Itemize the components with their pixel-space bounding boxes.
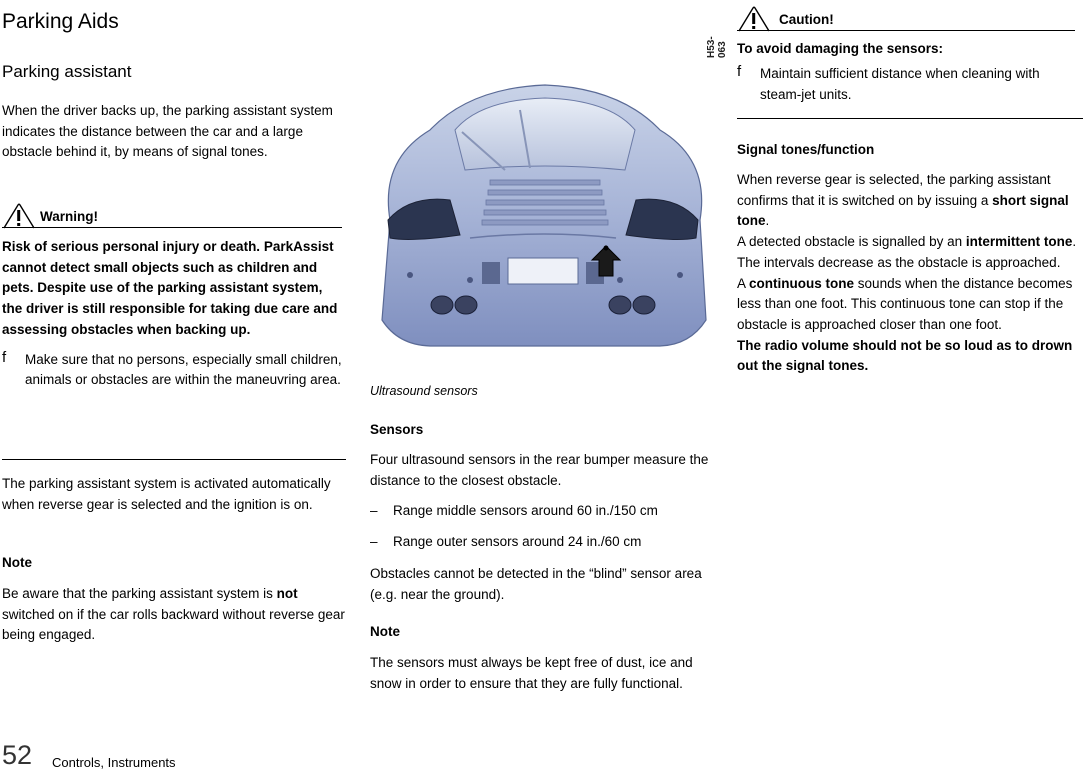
signal-p3-text: sounds when the distance becomes less than one foot. This continuous tone can stop if the obstacle is approached closer than one foot.	[737, 275, 1073, 332]
warning-header	[2, 203, 342, 228]
note-text-before: Be aware that the parking assistant system is	[2, 586, 273, 601]
signal-p1-end: .	[765, 213, 770, 229]
signal-paragraph-3	[737, 274, 1083, 336]
range-item-text: Range middle sensors around 60 in./150 cm	[393, 503, 658, 518]
bullet-marker: f	[737, 63, 742, 80]
note-text-after: switched on if the car rolls backward without reverse gear being engaged.	[2, 606, 345, 643]
short-signal-tone: short signal tone	[737, 192, 1069, 229]
caution-header	[737, 6, 1075, 31]
range-item-text: Range outer sensors around 24 in./60 cm	[393, 534, 642, 549]
intermittent-tone: intermittent tone	[965, 234, 1073, 250]
note2-paragraph: The sensors must always be kept free of dust, ice and snow in order to ensure that they are fully functional.	[370, 655, 693, 691]
warning-bullet-text: Make sure that no persons, especially small children, animals or obstacles are within the maneuvring area.	[25, 351, 342, 388]
signal-p1-text: When reverse gear is selected, the parking assistant confirms that it is switched on by issuing a	[737, 172, 1051, 208]
signal-paragraph-4: The radio volume should not be so loud as to drown out the signal tones.	[737, 337, 1073, 374]
sensors-paragraph: Four ultrasound sensors in the rear bumper measure the distance to the closest obstacle.	[370, 452, 709, 488]
blind-area-paragraph: Obstacles cannot be detected in the “blind” sensor area (e.g. near the ground).	[370, 566, 702, 602]
note2-title: Note	[370, 624, 400, 639]
caution-label: Caution!	[779, 12, 834, 27]
figure-code: H53-063	[706, 36, 728, 58]
intro-paragraph: When the driver backs up, the parking assistant system indicates the distance between the car and a large obstacle behind it, by means of signal tones.	[2, 103, 333, 160]
divider	[737, 118, 1083, 119]
note-title: Note	[2, 555, 32, 570]
warning-box	[2, 203, 342, 391]
section-title: Parking assistant	[2, 62, 132, 81]
dash-marker: –	[370, 534, 378, 549]
car-rear-illustration	[370, 70, 716, 370]
range-item-outer	[370, 532, 739, 553]
note-bold-word: not	[276, 586, 298, 601]
signal-paragraph-1	[737, 170, 1083, 232]
range-item-middle	[370, 501, 739, 522]
caution-bullet-text: Maintain sufficient distance when cleaning with steam-jet units.	[760, 66, 1040, 102]
warning-bullet	[2, 350, 343, 391]
dash-marker: –	[370, 503, 378, 518]
warning-label: Warning!	[40, 209, 98, 224]
warning-text: Risk of serious personal injury or death. ParkAssist cannot detect small objects such as children and pets. Despite use of the parking assistant system, the driver is still responsible for taking due care and assessing obstacles when backing up.	[2, 239, 338, 337]
signal-paragraph-2	[737, 232, 1083, 273]
caution-box	[737, 6, 1075, 105]
warning-triangle-icon	[2, 203, 36, 229]
continuous-tone: continuous tone	[749, 275, 855, 291]
sensors-title: Sensors	[370, 422, 424, 437]
page-number: 52	[2, 740, 33, 770]
signal-p2-end: . The intervals decrease as the obstacle is approached.	[737, 234, 1077, 270]
caution-triangle-icon	[737, 6, 771, 32]
footer-section: Controls, Instruments	[52, 755, 176, 770]
bullet-marker: f	[2, 348, 7, 366]
note-paragraph	[2, 584, 346, 646]
signal-text	[737, 170, 1083, 377]
signal-p3-prefix: A	[737, 275, 746, 291]
activation-paragraph: The parking assistant system is activated automatically when reverse gear is selected and the ignition is on.	[2, 476, 331, 512]
divider	[2, 459, 346, 460]
signal-p2-text: A detected obstacle is signalled by an	[737, 234, 963, 250]
chapter-title: Parking Aids	[2, 10, 119, 33]
caution-bullet	[737, 64, 1080, 105]
caution-heading: To avoid damaging the sensors:	[737, 41, 944, 56]
figure-caption: Ultrasound sensors	[370, 384, 478, 398]
signal-title: Signal tones/function	[737, 142, 875, 157]
